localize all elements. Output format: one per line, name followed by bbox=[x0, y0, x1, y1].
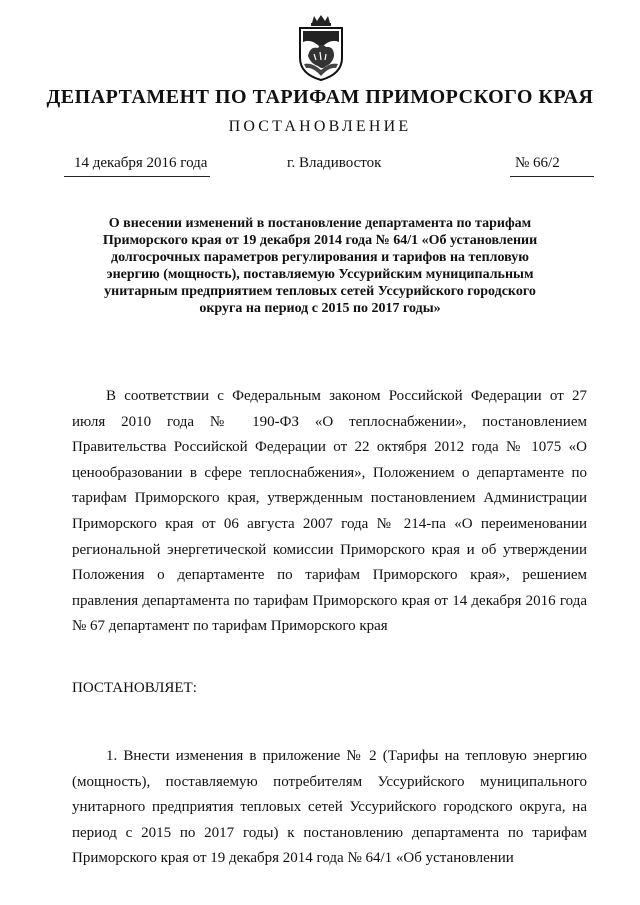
resolve-heading: ПОСТАНОВЛЯЕТ: bbox=[72, 680, 197, 696]
document-type: ПОСТАНОВЛЕНИЕ bbox=[228, 118, 412, 135]
document-city: г. Владивосток bbox=[287, 155, 382, 171]
document-number: № 66/2 bbox=[515, 155, 560, 171]
number-underline bbox=[510, 176, 594, 177]
document-subject: О внесении изменений в постановление департамента по тарифам Приморского края от 19 декабря 2014 года № 64/1 «Об установлении долгосрочных параметров регулирования и тарифов на тепловую энергию (мощность), поставляемую Уссурийским муниципальным унитарным предприятием тепловых сетей Уссурийского городского округа на период с 2015 по 2017 годы» bbox=[102, 216, 538, 316]
document-date: 14 декабря 2016 года bbox=[74, 155, 208, 171]
primorsky-coat-of-arms-icon bbox=[296, 14, 346, 82]
preamble-paragraph: В соответствии с Федеральным законом Российской Федерации от 27 июля 2010 года № 190-ФЗ «О теплоснабжении», постановлением Правительства Российской Федерации от 22 октября 2012 года № 1075 «О ценообразовании в сфере теплоснабжения», Положением о департаменте по тарифам Приморского края, утвержденным постановлением Администрации Приморского края от 06 августа 2007 года № 214-па «О переименовании региональной энергетической комиссии Приморского края и об утверждении Положения о департаменте по тарифам Приморского края», решением правления департамента по тарифам Приморского края от 14 декабря 2016 года № 67 департамент по тарифам Приморского края bbox=[72, 388, 587, 635]
clause-1-paragraph: 1. Внести изменения в приложение № 2 (Тарифы на тепловую энергию (мощность), поставляемую потребителям Уссурийского муниципального унитарного предприятия тепловых сетей Уссурийского городского округа, на период с 2015 по 2017 годы) к постановлению департамента по тарифам Приморского края от 19 декабря 2014 года № 64/1 «Об установлении bbox=[72, 748, 587, 867]
date-underline bbox=[64, 176, 210, 177]
department-name: ДЕПАРТАМЕНТ ПО ТАРИФАМ ПРИМОРСКОГО КРАЯ bbox=[46, 86, 594, 108]
